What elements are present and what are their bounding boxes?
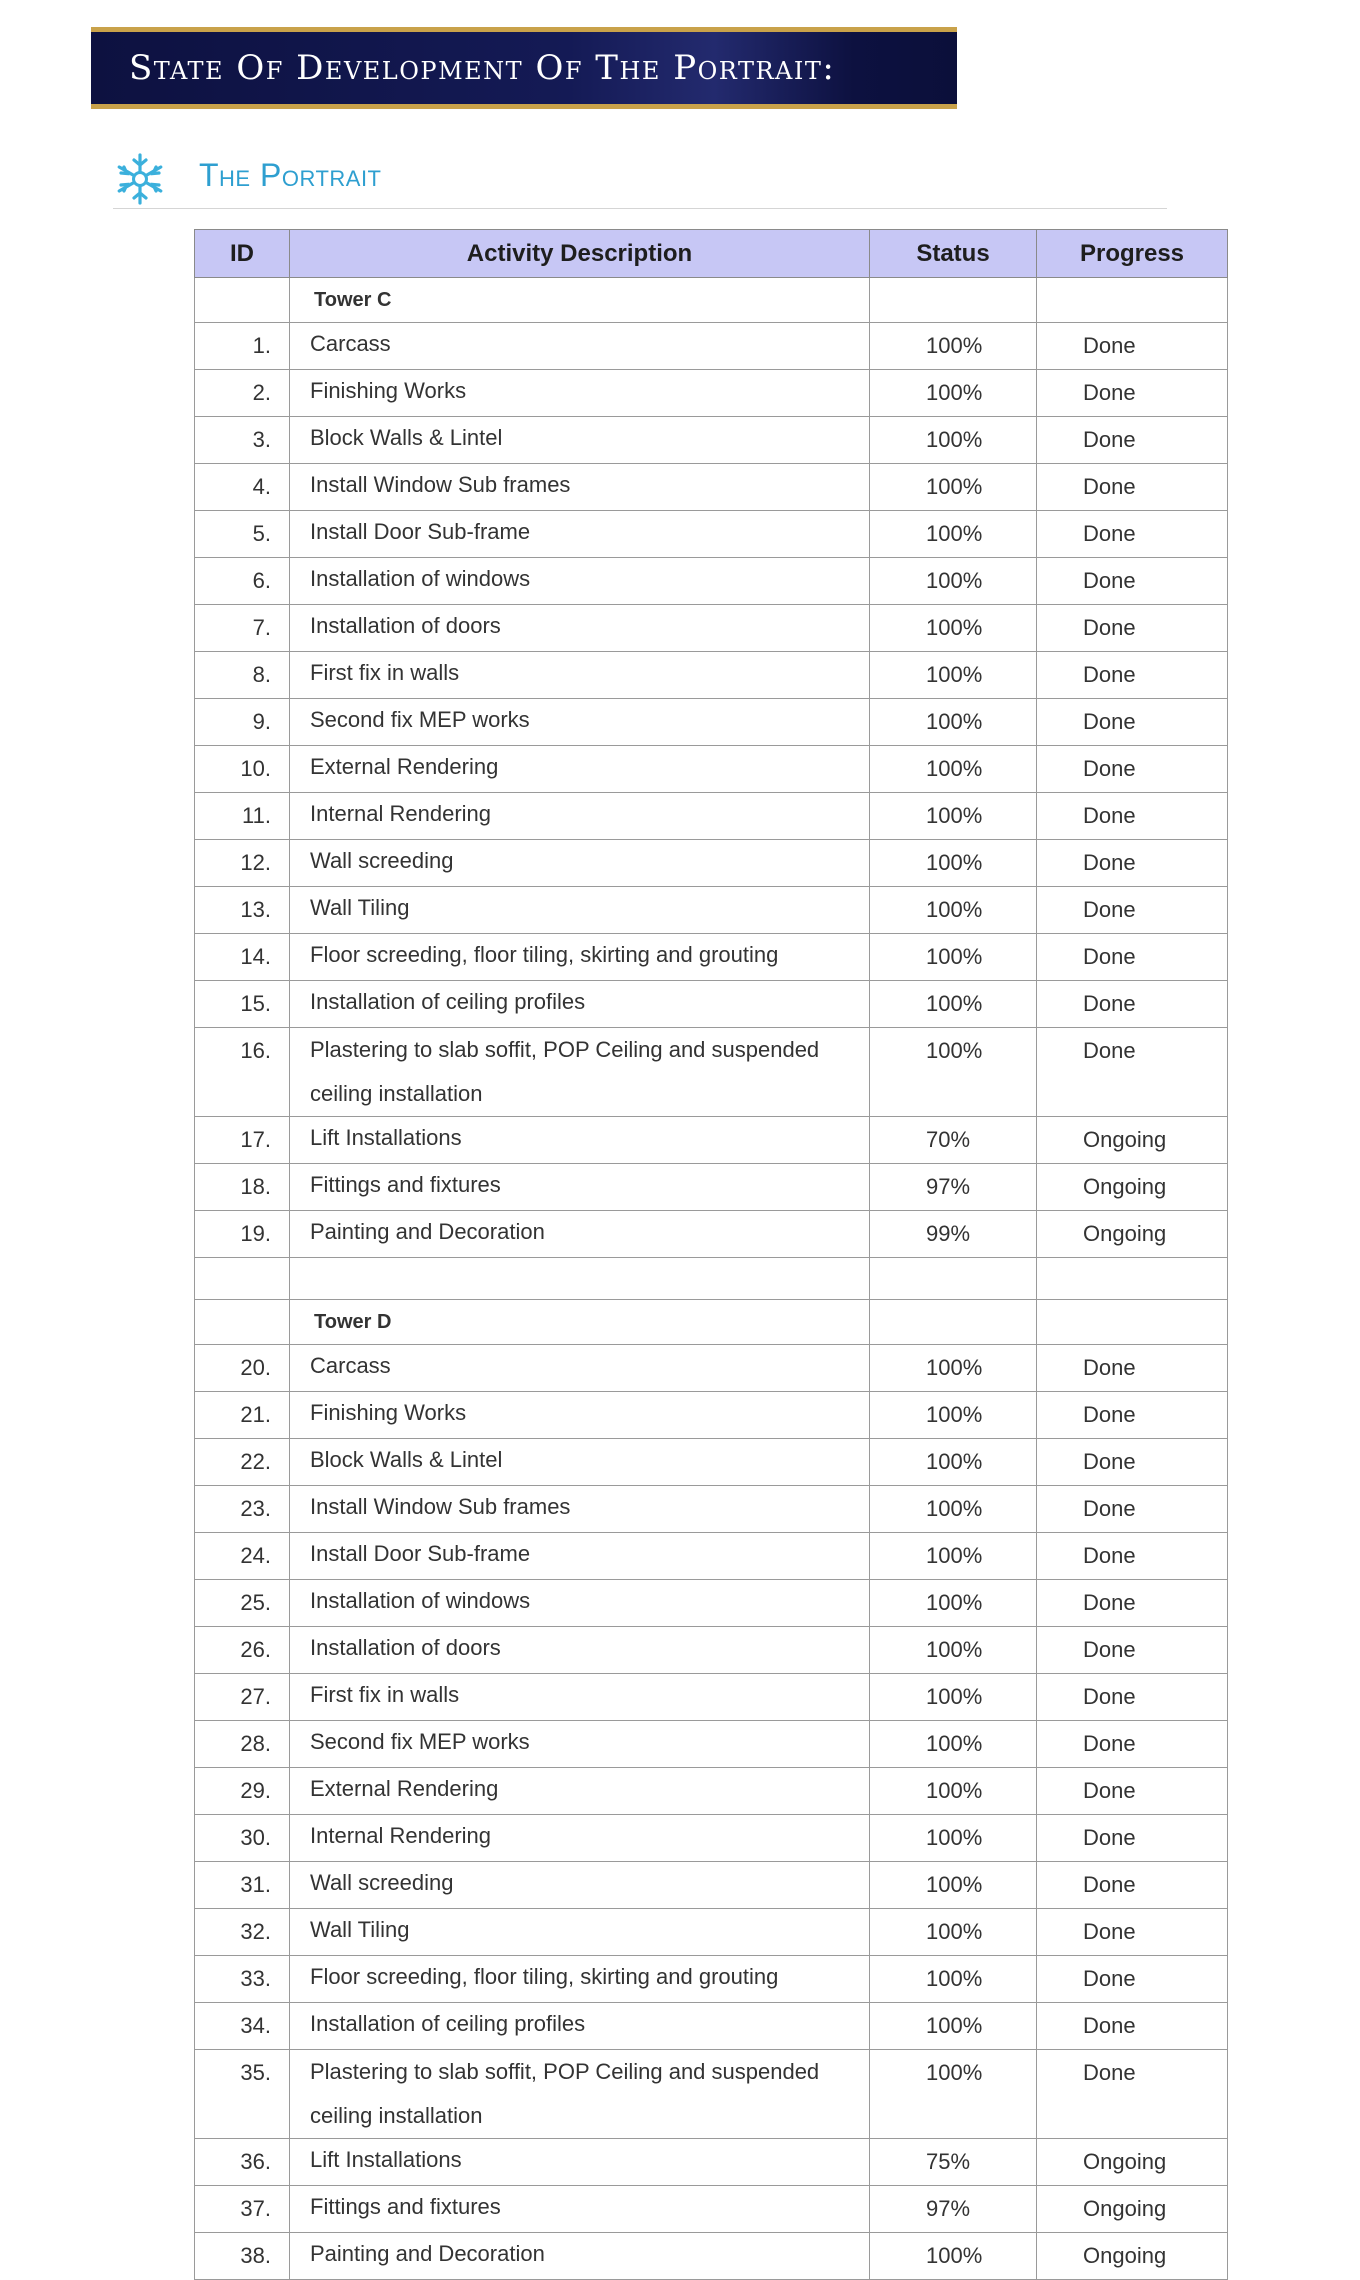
- table-row: [195, 1674, 1228, 1721]
- row-id: 14.: [195, 934, 290, 981]
- row-status: 100%: [870, 934, 1037, 981]
- table-body-tower-d: [195, 1258, 1228, 2280]
- banner-title: State Of Development Of The Portrait:: [129, 48, 836, 88]
- row-progress: Done: [1037, 370, 1228, 417]
- row-description: Carcass: [290, 323, 870, 370]
- row-id: 15.: [195, 981, 290, 1028]
- row-status: 100%: [870, 1392, 1037, 1439]
- table-row: [195, 1439, 1228, 1486]
- row-progress: Done: [1037, 1956, 1228, 2003]
- table-row: [195, 558, 1228, 605]
- row-status: 100%: [870, 464, 1037, 511]
- row-description: First fix in walls: [290, 1674, 870, 1721]
- row-progress: Done: [1037, 1721, 1228, 1768]
- table-row: [195, 323, 1228, 370]
- row-description: Install Door Sub-frame: [290, 1533, 870, 1580]
- row-id: 33.: [195, 1956, 290, 2003]
- row-progress: Done: [1037, 746, 1228, 793]
- row-progress: Done: [1037, 1533, 1228, 1580]
- row-id: 12.: [195, 840, 290, 887]
- section-label: Tower D: [290, 1300, 870, 1345]
- row-progress: Done: [1037, 1392, 1228, 1439]
- row-id: 20.: [195, 1345, 290, 1392]
- row-status: 100%: [870, 1815, 1037, 1862]
- table-row: [195, 1627, 1228, 1674]
- row-id: 38.: [195, 2233, 290, 2280]
- row-status: 100%: [870, 1627, 1037, 1674]
- row-progress: Ongoing: [1037, 2139, 1228, 2186]
- row-id: 24.: [195, 1533, 290, 1580]
- row-description: Finishing Works: [290, 1392, 870, 1439]
- row-progress: Done: [1037, 1580, 1228, 1627]
- blank-row: [195, 1258, 1228, 1300]
- table-row: [195, 1533, 1228, 1580]
- table-row: [195, 746, 1228, 793]
- row-id: 21.: [195, 1392, 290, 1439]
- header-progress: Progress: [1037, 230, 1228, 278]
- table-row: [195, 652, 1228, 699]
- row-id: 26.: [195, 1627, 290, 1674]
- row-status: 100%: [870, 1533, 1037, 1580]
- row-status: 100%: [870, 1345, 1037, 1392]
- row-progress: Done: [1037, 1674, 1228, 1721]
- table-row: [195, 1028, 1228, 1117]
- row-progress: Done: [1037, 464, 1228, 511]
- section-header: [113, 148, 1167, 209]
- row-status: 100%: [870, 840, 1037, 887]
- row-description: Wall screeding: [290, 840, 870, 887]
- row-status: 100%: [870, 746, 1037, 793]
- row-progress: Done: [1037, 2050, 1228, 2139]
- row-status: 75%: [870, 2139, 1037, 2186]
- row-progress: Ongoing: [1037, 1164, 1228, 1211]
- row-id: 32.: [195, 1909, 290, 1956]
- table-row: [195, 417, 1228, 464]
- table-row: [195, 887, 1228, 934]
- table-row: [195, 2186, 1228, 2233]
- table-body: [195, 278, 1228, 1258]
- row-status: 100%: [870, 558, 1037, 605]
- row-id: 35.: [195, 2050, 290, 2139]
- row-id: 13.: [195, 887, 290, 934]
- row-description: Finishing Works: [290, 370, 870, 417]
- row-description: Block Walls & Lintel: [290, 1439, 870, 1486]
- row-description: Install Window Sub frames: [290, 1486, 870, 1533]
- row-id: 34.: [195, 2003, 290, 2050]
- row-progress: Done: [1037, 1028, 1228, 1117]
- row-progress: Done: [1037, 558, 1228, 605]
- row-description: Second fix MEP works: [290, 1721, 870, 1768]
- row-progress: Done: [1037, 793, 1228, 840]
- row-status: 100%: [870, 2233, 1037, 2280]
- row-progress: Ongoing: [1037, 1211, 1228, 1258]
- row-description: Second fix MEP works: [290, 699, 870, 746]
- row-status: 100%: [870, 370, 1037, 417]
- row-description: Wall screeding: [290, 1862, 870, 1909]
- row-description: Plastering to slab soffit, POP Ceiling and suspended ceiling installation: [290, 1028, 870, 1117]
- row-progress: Done: [1037, 1862, 1228, 1909]
- row-status: 97%: [870, 1164, 1037, 1211]
- row-status: 100%: [870, 1028, 1037, 1117]
- row-progress: Done: [1037, 699, 1228, 746]
- row-description: Installation of windows: [290, 1580, 870, 1627]
- section-title: The Portrait: [199, 157, 382, 193]
- section-row-tower-d: [195, 1300, 1228, 1345]
- row-progress: Done: [1037, 1486, 1228, 1533]
- row-description: Painting and Decoration: [290, 1211, 870, 1258]
- table-row: [195, 1721, 1228, 1768]
- row-description: Installation of doors: [290, 1627, 870, 1674]
- row-description: Floor screeding, floor tiling, skirting and grouting: [290, 1956, 870, 2003]
- table-row: [195, 2139, 1228, 2186]
- row-id: 36.: [195, 2139, 290, 2186]
- row-id: 1.: [195, 323, 290, 370]
- row-progress: Done: [1037, 934, 1228, 981]
- table-header-row: [195, 230, 1228, 278]
- table-row: [195, 1768, 1228, 1815]
- row-progress: Done: [1037, 2003, 1228, 2050]
- row-status: 100%: [870, 699, 1037, 746]
- section-row-tower-c: [195, 278, 1228, 323]
- row-description: Wall Tiling: [290, 1909, 870, 1956]
- row-id: 11.: [195, 793, 290, 840]
- row-id: 18.: [195, 1164, 290, 1211]
- row-progress: Done: [1037, 1768, 1228, 1815]
- row-status: 100%: [870, 1909, 1037, 1956]
- row-status: 100%: [870, 887, 1037, 934]
- row-progress: Done: [1037, 417, 1228, 464]
- row-id: 23.: [195, 1486, 290, 1533]
- row-progress: Done: [1037, 1345, 1228, 1392]
- row-description: Installation of ceiling profiles: [290, 2003, 870, 2050]
- row-id: 19.: [195, 1211, 290, 1258]
- table-row: [195, 1117, 1228, 1164]
- row-status: 100%: [870, 511, 1037, 558]
- document-banner: [91, 27, 957, 109]
- row-id: 30.: [195, 1815, 290, 1862]
- row-progress: Done: [1037, 1815, 1228, 1862]
- row-progress: Done: [1037, 981, 1228, 1028]
- row-status: 70%: [870, 1117, 1037, 1164]
- row-status: 100%: [870, 323, 1037, 370]
- table-row: [195, 1345, 1228, 1392]
- table-row: [195, 1486, 1228, 1533]
- row-description: Internal Rendering: [290, 793, 870, 840]
- row-status: 100%: [870, 1439, 1037, 1486]
- row-progress: Done: [1037, 1627, 1228, 1674]
- row-progress: Ongoing: [1037, 1117, 1228, 1164]
- row-id: 28.: [195, 1721, 290, 1768]
- row-description: Carcass: [290, 1345, 870, 1392]
- row-description: Install Window Sub frames: [290, 464, 870, 511]
- table-row: [195, 1580, 1228, 1627]
- table-row: [195, 2050, 1228, 2139]
- row-id: 5.: [195, 511, 290, 558]
- row-status: 100%: [870, 1674, 1037, 1721]
- table-row: [195, 1211, 1228, 1258]
- row-id: 6.: [195, 558, 290, 605]
- table-row: [195, 2003, 1228, 2050]
- row-description: Fittings and fixtures: [290, 2186, 870, 2233]
- row-progress: Done: [1037, 605, 1228, 652]
- table-row: [195, 511, 1228, 558]
- row-id: 31.: [195, 1862, 290, 1909]
- row-progress: Done: [1037, 652, 1228, 699]
- row-status: 100%: [870, 417, 1037, 464]
- row-status: 100%: [870, 652, 1037, 699]
- row-status: 100%: [870, 2003, 1037, 2050]
- row-progress: Done: [1037, 1909, 1228, 1956]
- row-status: 100%: [870, 1768, 1037, 1815]
- table-row: [195, 793, 1228, 840]
- row-id: 27.: [195, 1674, 290, 1721]
- row-description: First fix in walls: [290, 652, 870, 699]
- row-status: 100%: [870, 605, 1037, 652]
- row-description: Wall Tiling: [290, 887, 870, 934]
- row-description: Fittings and fixtures: [290, 1164, 870, 1211]
- header-id: ID: [195, 230, 290, 278]
- row-description: Block Walls & Lintel: [290, 417, 870, 464]
- row-id: 3.: [195, 417, 290, 464]
- row-description: Internal Rendering: [290, 1815, 870, 1862]
- table-row: [195, 1815, 1228, 1862]
- row-progress: Ongoing: [1037, 2233, 1228, 2280]
- table-row: [195, 1862, 1228, 1909]
- table-row: [195, 370, 1228, 417]
- table-row: [195, 840, 1228, 887]
- table-row: [195, 1392, 1228, 1439]
- row-id: 8.: [195, 652, 290, 699]
- row-status: 100%: [870, 981, 1037, 1028]
- progress-table-wrapper: [194, 229, 1227, 2280]
- row-id: 25.: [195, 1580, 290, 1627]
- row-status: 97%: [870, 2186, 1037, 2233]
- row-progress: Done: [1037, 511, 1228, 558]
- row-description: Installation of windows: [290, 558, 870, 605]
- row-description: Installation of ceiling profiles: [290, 981, 870, 1028]
- row-status: 100%: [870, 793, 1037, 840]
- row-id: 29.: [195, 1768, 290, 1815]
- row-status: 100%: [870, 1580, 1037, 1627]
- row-id: 17.: [195, 1117, 290, 1164]
- row-description: Install Door Sub-frame: [290, 511, 870, 558]
- row-progress: Ongoing: [1037, 2186, 1228, 2233]
- row-progress: Done: [1037, 840, 1228, 887]
- row-progress: Done: [1037, 887, 1228, 934]
- progress-table: [194, 229, 1228, 2280]
- row-id: 4.: [195, 464, 290, 511]
- row-status: 100%: [870, 2050, 1037, 2139]
- table-row: [195, 605, 1228, 652]
- row-status: 100%: [870, 1956, 1037, 2003]
- table-row: [195, 1909, 1228, 1956]
- table-row: [195, 2233, 1228, 2280]
- section-label: Tower C: [290, 278, 870, 323]
- row-id: 22.: [195, 1439, 290, 1486]
- row-progress: Done: [1037, 323, 1228, 370]
- header-status: Status: [870, 230, 1037, 278]
- row-status: 99%: [870, 1211, 1037, 1258]
- table-row: [195, 981, 1228, 1028]
- table-row: [195, 464, 1228, 511]
- row-description: External Rendering: [290, 746, 870, 793]
- row-id: 9.: [195, 699, 290, 746]
- row-id: 10.: [195, 746, 290, 793]
- row-status: 100%: [870, 1862, 1037, 1909]
- table-row: [195, 699, 1228, 746]
- row-id: 7.: [195, 605, 290, 652]
- table-row: [195, 1956, 1228, 2003]
- row-description: Floor screeding, floor tiling, skirting and grouting: [290, 934, 870, 981]
- row-description: Installation of doors: [290, 605, 870, 652]
- row-id: 16.: [195, 1028, 290, 1117]
- table-row: [195, 934, 1228, 981]
- row-id: 2.: [195, 370, 290, 417]
- row-progress: Done: [1037, 1439, 1228, 1486]
- row-description: External Rendering: [290, 1768, 870, 1815]
- row-status: 100%: [870, 1721, 1037, 1768]
- header-description: Activity Description: [290, 230, 870, 278]
- row-description: Lift Installations: [290, 2139, 870, 2186]
- row-status: 100%: [870, 1486, 1037, 1533]
- snowflake-icon: [113, 152, 167, 206]
- row-description: Lift Installations: [290, 1117, 870, 1164]
- row-description: Plastering to slab soffit, POP Ceiling and suspended ceiling installation: [290, 2050, 870, 2139]
- row-description: Painting and Decoration: [290, 2233, 870, 2280]
- table-row: [195, 1164, 1228, 1211]
- row-id: 37.: [195, 2186, 290, 2233]
